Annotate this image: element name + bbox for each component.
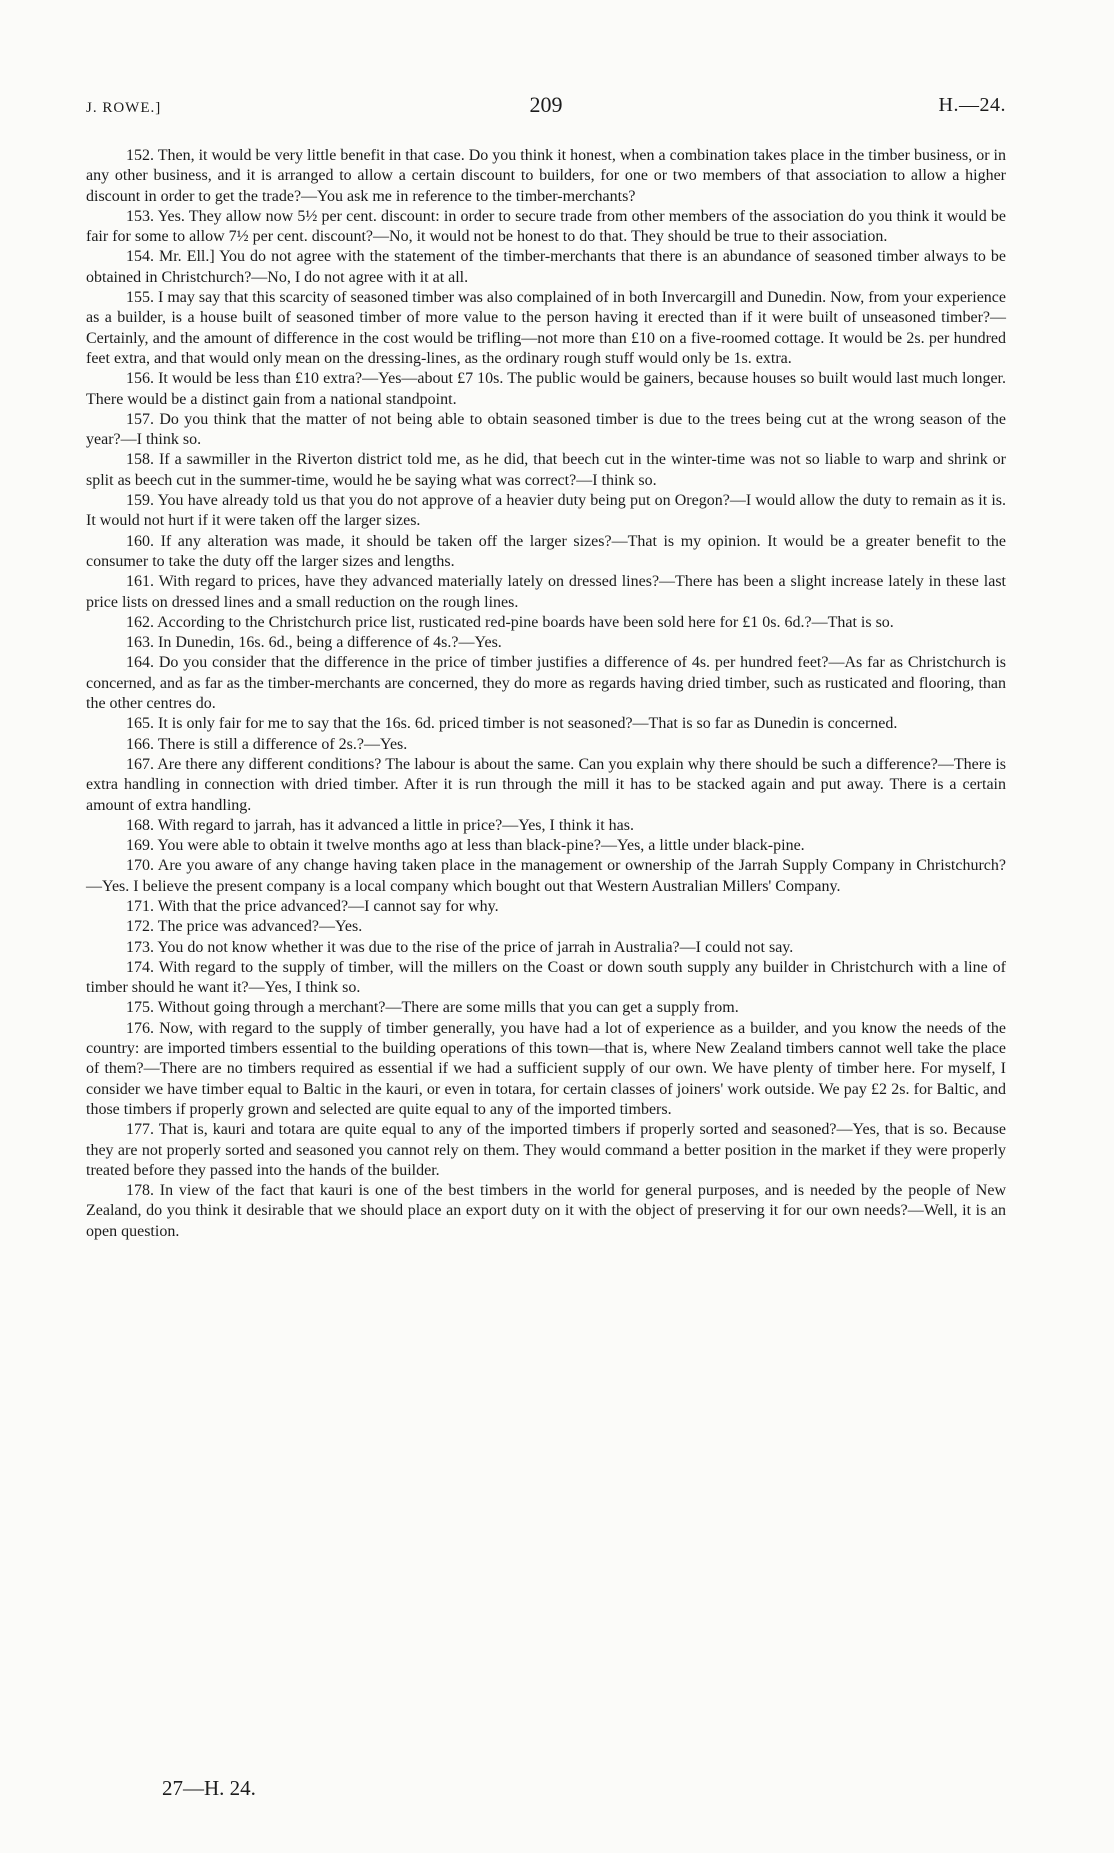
question-answer-paragraph: 177. That is, kauri and totara are quite equal to any of the imported timbers if properly sorted and seasoned?—Yes, that is so. Because they are not properly sorted and seasoned you cannot rely on them. They would command a better position in the market if they were properly treated before they passed into the hands of the builder.: [86, 1121, 1006, 1179]
question-answer-paragraph: 156. It would be less than £10 extra?—Yes—about £7 10s. The public would be gainers, because houses so built would last much longer. There would be a distinct gain from a national standpoint.: [86, 370, 1006, 408]
question-answer-paragraph: 166. There is still a difference of 2s.?—Yes.: [126, 735, 408, 753]
question-answer-paragraph: 165. It is only fair for me to say that the 16s. 6d. priced timber is not seasoned?—That is so far as Dunedin is concerned.: [126, 715, 898, 733]
question-answer-paragraph: 157. Do you think that the matter of not being able to obtain seasoned timber is due to the trees being cut at the wrong season of the year?—I think so.: [86, 410, 1006, 449]
question-answer-paragraph: 167. Are there any different conditions? The labour is about the same. Can you explain why there should be such a difference?—There is extra handling in connection with dried timber. After it is run through the mill it has to be stacked again and put away. There is a certain amount of extra handling.: [86, 755, 1006, 814]
question-answer-paragraph: 153. Yes. They allow now 5½ per cent. discount: in order to secure trade from other members of the association do you think it would be fair for some to allow 7½ per cent. discount?—No, it would not be honest to do that. They should be true to their association.: [86, 207, 1006, 246]
question-answer-paragraph: 178. In view of the fact that kauri is one of the best timbers in the world for general purposes, and is needed by the people of New Zealand, do you think it desirable that we should place an export duty on it with the object of preserving it for our own needs?—Well, it is an open question.: [86, 1182, 1006, 1240]
question-answer-paragraph: 171. With that the price advanced?—I cannot say for why.: [126, 897, 499, 915]
question-answer-paragraph: 172. The price was advanced?—Yes.: [126, 918, 363, 936]
question-answer-paragraph: 163. In Dunedin, 16s. 6d., being a difference of 4s.?—Yes.: [126, 634, 502, 652]
question-answer-paragraph: 176. Now, with regard to the supply of timber generally, you have had a lot of experience as a builder, and you know the needs of the country: are imported timbers essential to the building operations of this town—that is, where New Zealand timbers cannot well take the place of them?—There are no timbers required as essential if we had a sufficient supply of our own. We have plenty of timber here. For myself, I consider we have timber equal to Baltic in the kauri, or even in totara, for certain classes of joiners' work outside. We pay £2 2s. for Baltic, and those timbers if properly grown and selected are quite equal to any of the imported timbers.: [86, 1019, 1006, 1118]
question-answer-paragraph: 158. If a sawmiller in the Riverton district told me, as he did, that beech cut in the winter-time was not so liable to warp and shrink or split as beech cut in the summer-time, would he be saying what was correct?—I think so.: [86, 451, 1006, 489]
question-answer-paragraph: 155. I may say that this scarcity of seasoned timber was also complained of in both Invercargill and Dunedin. Now, from your experience as a builder, is a house built of seasoned timber of more value to the person having it erected than if it were built of unseasoned timber?—Certainly, and the amount of difference in the cost would be trifling—not more than £10 on a five-roomed cottage. It would be 2s. per hundred feet extra, and that would only mean on the dressing-lines, as the ordinary rough stuff would only be 1s. extra.: [86, 289, 1006, 367]
running-header: [86, 92, 1006, 122]
witness-name-header: J. ROWE.]: [86, 100, 162, 116]
question-answer-paragraph: 152. Then, it would be very little benefit in that case. Do you think it honest, when a combination takes place in the timber business, or in any other business, and it is arranged to allow a certain discount to builders, for one or two members of that association to allow a higher discount in order to get the trade?—You ask me in reference to the timber-merchants?: [86, 147, 1006, 205]
question-answer-paragraph: 168. With regard to jarrah, has it advanced a little in price?—Yes, I think it has.: [126, 816, 634, 834]
question-answer-paragraph: 154. Mr. Ell.] You do not agree with the statement of the timber-merchants that there is an abundance of seasoned timber always to be obtained in Christchurch?—No, I do not agree with it at all.: [86, 248, 1006, 286]
question-answer-paragraph: 160. If any alteration was made, it should be taken off the larger sizes?—That is my opinion. It would be a greater benefit to the consumer to take the duty off the larger sizes and lengths.: [86, 532, 1006, 570]
question-answer-paragraph: 174. With regard to the supply of timber, will the millers on the Coast or down south supply any builder in Christchurch with a line of timber should he want it?—Yes, I think so.: [86, 958, 1006, 997]
question-answer-paragraph: 164. Do you consider that the difference in the price of timber justifies a difference of 4s. per hundred feet?—As far as Christchurch is concerned, and as far as the timber-merchants are concerned, they do more as regards having dried timber, such as rusticated and flooring, than the other centres do.: [86, 654, 1006, 713]
question-answer-paragraph: 159. You have already told us that you do not approve of a heavier duty being put on Oregon?—I would allow the duty to remain as it is. It would not hurt if it were taken off the larger sizes.: [86, 492, 1006, 530]
question-answer-paragraph: 170. Are you aware of any change having taken place in the management or ownership of the Jarrah Supply Company in Christchurch?—Yes. I believe the present company is a local company which bought out that Western Australian Millers' Company.: [86, 857, 1006, 895]
paper-reference: H.—24.: [938, 94, 1006, 116]
question-answer-paragraph: 175. Without going through a merchant?—There are some mills that you can get a supply from.: [126, 999, 739, 1017]
question-answer-paragraph: 162. According to the Christchurch price list, rusticated red-pine boards have been sold here for £1 0s. 6d.?—That is so.: [126, 613, 894, 631]
printer-signature: 27—H. 24.: [162, 1776, 256, 1800]
question-answer-paragraph: 161. With regard to prices, have they advanced materially lately on dressed lines?—There has been a slight increase lately in these last price lists on dressed lines and a small reduction on the rough lines.: [86, 573, 1006, 611]
page-number: 209: [529, 92, 563, 117]
question-answer-paragraph: 173. You do not know whether it was due to the rise of the price of jarrah in Australia?—I could not say.: [126, 938, 794, 956]
question-answer-paragraph: 169. You were able to obtain it twelve months ago at less than black-pine?—Yes, a little under black-pine.: [126, 837, 805, 855]
evidence-body: [86, 146, 1006, 1242]
